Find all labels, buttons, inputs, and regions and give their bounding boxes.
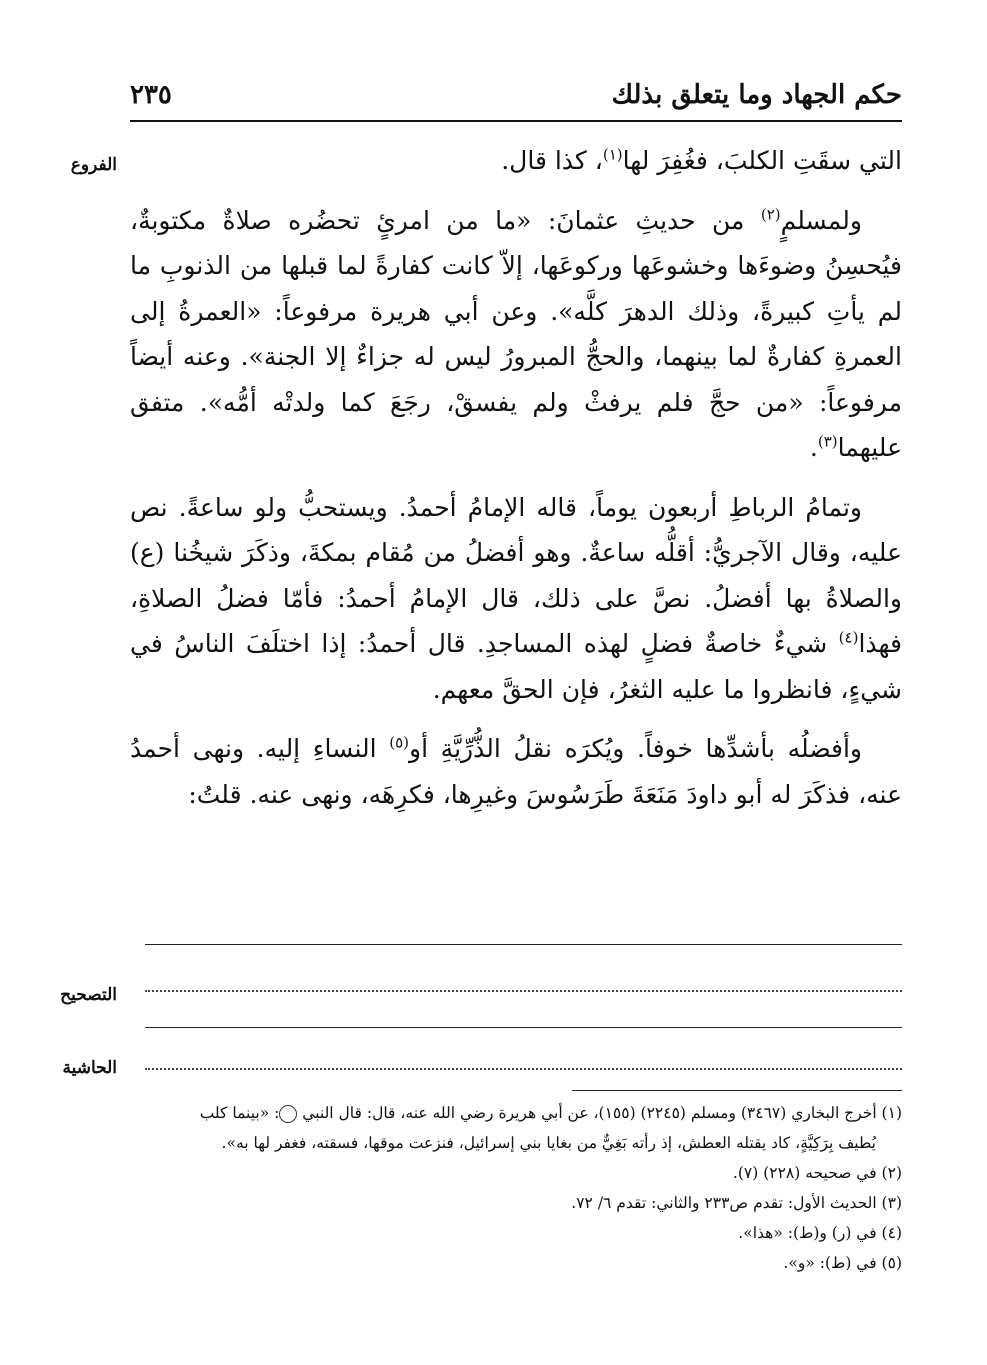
main-text [130, 138, 902, 817]
text-run: وتمامُ الرباطِ أربعون يوماً، قاله الإمامُ أحمدُ. ويستحبُّ ولو ساعةً. نص عليه، وقال الآجريُّ: أقلُّه ساعةٌ. وهو أفضلُ من مُقام بمكةَ، وذكَرَ شيخُنا (ع) والصلاةُ بها أفضلُ. نصَّ على ذلك، قال الإمامُ أحمدُ: فأمّا فضلُ الصلاةِ، فهذا [130, 492, 902, 658]
margin-label-tashih: التصحيح [60, 985, 117, 1005]
header-rule [130, 120, 902, 122]
paragraph-1 [130, 138, 902, 184]
footnote-2: (٢) في صحيحه (٢٢٨) (٧). [732, 1164, 902, 1182]
paragraph-3 [130, 485, 902, 713]
footnotes [130, 1098, 902, 1278]
text-run: وأفضلُه بأشدِّها خوفاً. ويُكرَه نقلُ الذُّرِّيَّةِ أو [409, 734, 862, 763]
footnote-ref-5[interactable]: (٥) [389, 733, 409, 752]
footnote-ref-3[interactable]: (٣) [817, 432, 838, 451]
salawat-seal-icon [279, 1105, 297, 1123]
footnote-3: (٣) الحديث الأول: تقدم ص٢٣٣ والثاني: تقدم ٦/ ٧٢. [571, 1194, 902, 1212]
footnote-ref-2[interactable]: (٢) [760, 205, 781, 224]
margin-label-hashiya: الحاشية [62, 1058, 117, 1078]
text-run: التي سقَتِ الكلبَ، فغُفِرَ لها [622, 146, 902, 175]
text-run: من حديثِ عثمانَ: «ما من امرئٍ تحضُره صلاةٌ مكتوبةٌ، فيُحسِنُ وضوءَها وخشوعَها وركوعَها، إلاّ كانت كفارةً لما قبلها من الذنوبِ ما لم يأتِ كبيرةً، وذلك الدهرَ كلَّه». وعن أبي هريرة مرفوعاً: «العمرةُ إلى العمرةِ كفارةٌ لما بينهما، والحجُّ المبرورُ ليس له جزاءٌ إلا الجنة». وعنه أيضاً مرفوعاً: «من حجَّ فلم يرفثْ ولم يفسقْ، رجَعَ كما ولدتْه أمُّه». متفق عليهما [130, 205, 902, 462]
text-run: ، كذا قال. [501, 146, 603, 175]
paragraph-4 [130, 726, 902, 817]
paragraph-2 [130, 198, 902, 471]
footnote-5: (٥) في (ط): «و». [783, 1254, 902, 1272]
text-run: ولمسلمٍ [780, 205, 862, 235]
running-head [130, 80, 902, 116]
footnote-text: : «بينما كلب [199, 1104, 280, 1122]
footnote-rule [572, 1090, 902, 1091]
text-run: . [809, 433, 818, 462]
tashih-dotted-line [145, 990, 902, 992]
footnote-1 [130, 1098, 902, 1128]
footnote-ref-1[interactable]: (١) [602, 145, 623, 164]
text-run: النساءِ إليه. ونهى أحمدُ عنه، فذكَرَ له أبو داودَ مَنَعَةَ طَرَسُوسَ وغيرِها، فكرِهَه، ونهى عنه. قلتُ: [130, 734, 902, 809]
footnote-1-continued: يُطيف بِرَكِيَّةٍ، كاد يقتله العطش، إذ رأته بَغِيٌّ من بغايا بني إسرائيل، فنزعت موقها، فسقته، فغفر لها به». [221, 1134, 876, 1152]
separator-rule [145, 944, 902, 945]
footnote-4: (٤) في (ر) و(ط): «هذا». [738, 1224, 902, 1242]
text-run: شيءٌ خاصةٌ فضلٍ لهذه المساجدِ. قال أحمدُ: إذا اختلَفَ الناسُ في شيءٍ، فانظروا ما عليه الثغرُ، فإن الحقَّ معهم. [130, 629, 902, 704]
footnote-text: (١) أخرج البخاري (٣٤٦٧) ومسلم (٢٢٤٥) (١٥٥)، عن أبي هريرة رضي الله عنه، قال: قال النبي [302, 1104, 902, 1122]
chapter-title: حكم الجهاد وما يتعلق بذلك [611, 80, 902, 110]
hashiya-dotted-line [145, 1068, 902, 1070]
margin-label-furu: الفروع [70, 155, 117, 175]
footnote-ref-4[interactable]: (٤) [838, 628, 859, 647]
page-number: ٢٣٥ [130, 80, 172, 110]
separator-rule [145, 1027, 902, 1028]
